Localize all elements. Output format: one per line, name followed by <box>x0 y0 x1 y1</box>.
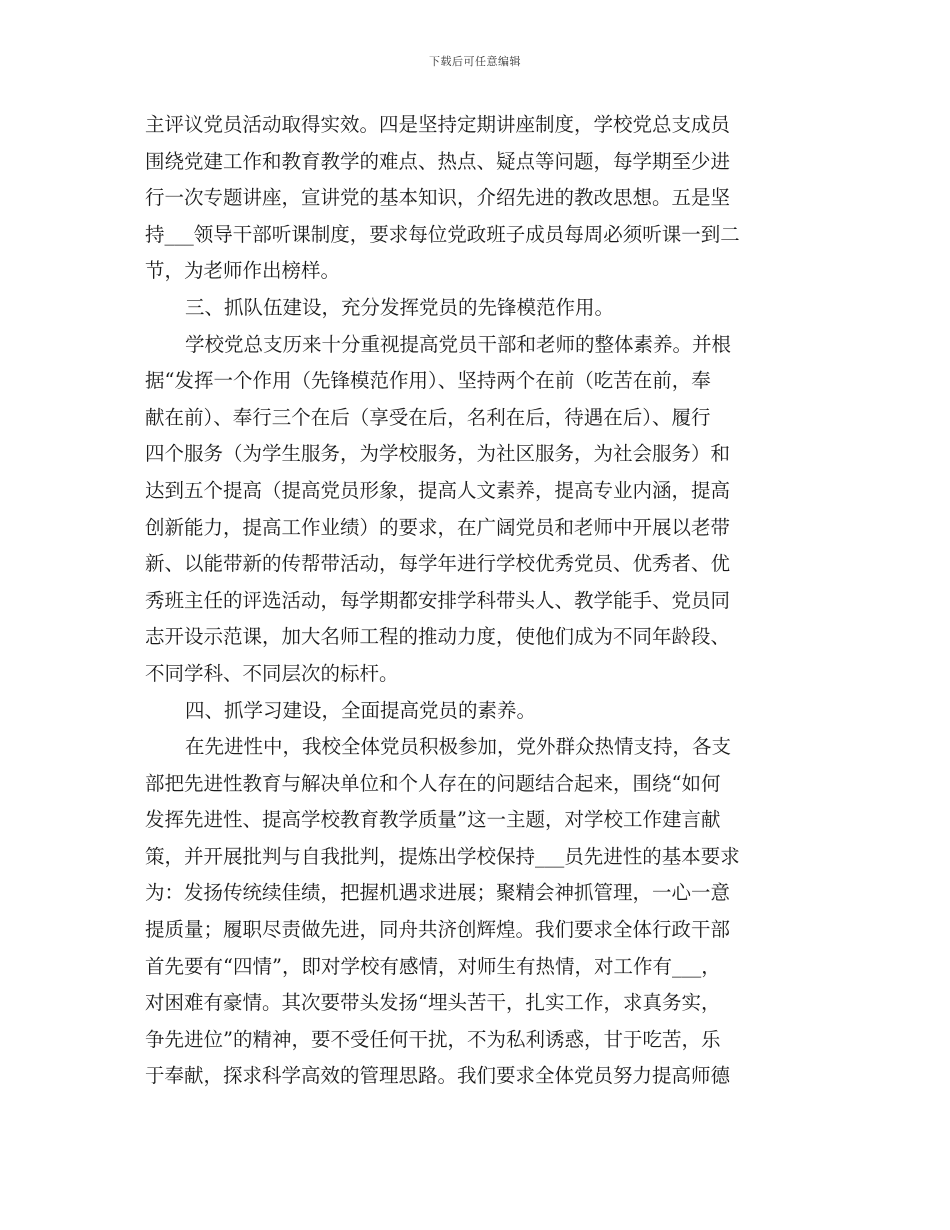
text-line: 于奉献，探求科学高效的管理思路。我们要求全体党员努力提高师德 <box>145 1064 731 1088</box>
text-line: 献在前）、奉行三个在后（享受在后，名利在后，待遇在后）、履行 <box>145 405 711 429</box>
text-line: 对困难有豪情。其次要带头发扬“埋头苦干，扎实工作，求真务实， <box>145 991 721 1015</box>
text-line: 争先进位”的精神，要不受任何干扰，不为私利诱惑，甘于吃苦，乐 <box>145 1027 721 1051</box>
text-line: 四个服务（为学生服务，为学校服务，为社区服务，为社会服务）和 <box>145 442 731 466</box>
text-line: 行一次专题讲座，宣讲党的基本知识，介绍先进的教改思想。五是坚 <box>145 186 731 210</box>
text-line: 在先进性中，我校全体党员积极参加，党外群众热情支持，各支 <box>185 735 732 759</box>
text-line: 主评议党员活动取得实效。四是坚持定期讲座制度，学校党总支成员 <box>145 113 731 136</box>
text-line: 提质量；履职尽责做先进，同舟共济创辉煌。我们要求全体行政干部 <box>145 918 731 942</box>
text-line: 部把先进性教育与解决单位和个人存在的问题结合起来，围绕“如何 <box>145 771 721 795</box>
document-body <box>145 107 810 1095</box>
text-line: 创新能力，提高工作业绩）的要求，在广阔党员和老师中开展以老带 <box>145 515 731 539</box>
text-line: 秀班主任的评选活动，每学期都安排学科带头人、教学能手、党员同 <box>145 588 731 612</box>
text-line: 达到五个提高（提高党员形象，提高人文素养，提高专业内涵，提高 <box>145 478 731 502</box>
text-line: 为：发扬传统续佳绩，把握机遇求进展；聚精会神抓管理，一心一意 <box>145 881 731 905</box>
text-line: 策，并开展批判与自我批判，提炼出学校保持___员先进性的基本要求 <box>145 844 740 868</box>
text-line: 新、以能带新的传帮带活动，每学年进行学校优秀党员、优秀者、优 <box>145 552 731 576</box>
text-line: 四、抓学习建设，全面提高党员的素养。 <box>185 698 537 722</box>
page-header: 下载后可任意编辑 <box>429 55 521 68</box>
text-line: 不同学科、不同层次的标杆。 <box>145 661 399 685</box>
text-line: 志开设示范课，加大名师工程的推动力度，使他们成为不同年龄段、 <box>145 625 731 649</box>
text-line: 节，为老师作出榜样。 <box>145 259 341 283</box>
text-line: 持___领导干部听课制度，要求每位党政班子成员每周必须听课一到二 <box>145 222 740 246</box>
text-line: 三、抓队伍建设，充分发挥党员的先锋模范作用。 <box>185 295 615 319</box>
text-line: 围绕党建工作和教育教学的难点、热点、疑点等问题，每学期至少进 <box>145 149 731 173</box>
text-line: 首先要有“四情”，即对学校有感情，对师生有热情，对工作有___， <box>145 954 721 978</box>
text-line: 发挥先进性、提高学校教育教学质量”这一主题，对学校工作建言献 <box>145 808 721 832</box>
text-line: 学校党总支历来十分重视提高党员干部和老师的整体素养。并根 <box>185 332 732 356</box>
text-line: 据“发挥一个作用（先锋模范作用）、坚持两个在前（吃苦在前，奉 <box>145 369 711 393</box>
